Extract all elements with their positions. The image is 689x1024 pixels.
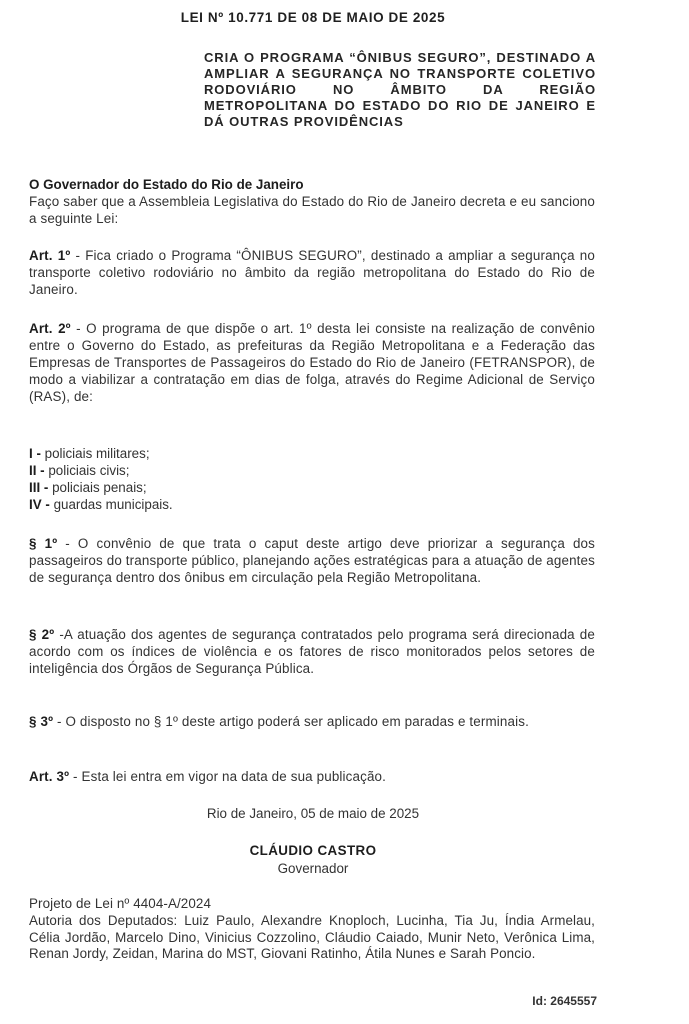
- paragraph-3-text: - O disposto no § 1º deste artigo poderá ser aplicado em paradas e terminais.: [53, 714, 529, 729]
- article-2-items: [29, 445, 595, 513]
- preamble-heading: O Governador do Estado do Rio de Janeiro: [29, 177, 304, 192]
- signer-name: CLÁUDIO CASTRO: [249, 843, 377, 858]
- paragraph-3: [29, 713, 595, 730]
- article-1-label: Art. 1º: [29, 248, 71, 263]
- paragraph-2: [29, 626, 595, 677]
- preamble-text: Faço saber que a Assembleia Legislativa do Estado do Rio de Janeiro decreta e eu sanciono a seguinte Lei:: [29, 194, 595, 226]
- paragraph-1-label: § 1º: [29, 536, 58, 551]
- preamble: [29, 176, 595, 227]
- law-title: LEI Nº 10.771 DE 08 DE MAIO DE 2025: [180, 10, 446, 25]
- article-1: [29, 247, 595, 298]
- list-item: I - policiais militares;: [29, 446, 150, 461]
- list-item: II - policiais civis;: [29, 463, 130, 478]
- paragraph-1-text: - O convênio de que trata o caput deste artigo deve priorizar a segurança dos passageiros do transporte público, planejando ações estratégicas para a atuação de agentes de segurança dentro dos ônibus em circulação pela Região Metropolitana.: [29, 536, 595, 585]
- paragraph-2-label: § 2º: [29, 627, 55, 642]
- authors: Autoria dos Deputados: Luiz Paulo, Alexandre Knoploch, Lucinha, Tia Ju, Índia Armelau, Célia Jordão, Marcelo Dino, Vinicius Cozzolino, Cláudio Caiado, Munir Neto, Verônica Lima, Renan Jordy, Zeidan, Marina do MST, Giovani Ratinho, Átila Nunes e Sarah Poncio.: [29, 913, 595, 961]
- place-date: Rio de Janeiro, 05 de maio de 2025: [206, 806, 420, 821]
- article-2: [29, 320, 595, 405]
- article-3-label: Art. 3º: [29, 769, 70, 784]
- paragraph-1: [29, 535, 595, 586]
- law-summary: CRIA O PROGRAMA “ÔNIBUS SEGURO”, DESTINADO A AMPLIAR A SEGURANÇA NO TRANSPORTE COLETIVO RODOVIÁRIO NO ÂMBITO DA REGIÃO METROPOLITANA DO ESTADO DO RIO DE JANEIRO E DÁ OUTRAS PROVIDÊNCIAS: [204, 50, 596, 129]
- article-3-text: - Esta lei entra em vigor na data de sua publicação.: [69, 769, 387, 784]
- list-item: III - policiais penais;: [29, 480, 147, 495]
- article-1-text: - Fica criado o Programa “ÔNIBUS SEGURO”, destinado a ampliar a segurança no transporte coletivo rodoviário no âmbito da região metropolitana do Estado do Rio de Janeiro.: [29, 248, 596, 297]
- bill-number: Projeto de Lei nº 4404-A/2024: [29, 896, 211, 911]
- article-2-text: - O programa de que dispõe o art. 1º desta lei consiste na realização de convênio entre o Governo do Estado, as prefeituras da Região Metropolitana e a Federação das Empresas de Transportes de Passageiros do Estado do Rio de Janeiro (FETRANSPOR), de modo a viabilizar a contratação em dias de folga, através do Regime Adicional de Serviço (RAS), de:: [29, 321, 595, 404]
- paragraph-3-label: § 3º: [29, 714, 54, 729]
- article-2-label: Art. 2º: [29, 321, 71, 336]
- paragraph-2-text: -A atuação dos agentes de segurança contratados pelo programa será direcionada de acordo com os índices de violência e os fatores de risco monitorados pelos setores de inteligência dos Órgãos de Segurança Pública.: [29, 627, 595, 676]
- article-3: [29, 768, 595, 785]
- list-item: IV - guardas municipais.: [29, 497, 173, 512]
- signer-role: Governador: [277, 861, 349, 876]
- document-id: Id: 2645557: [532, 994, 597, 1008]
